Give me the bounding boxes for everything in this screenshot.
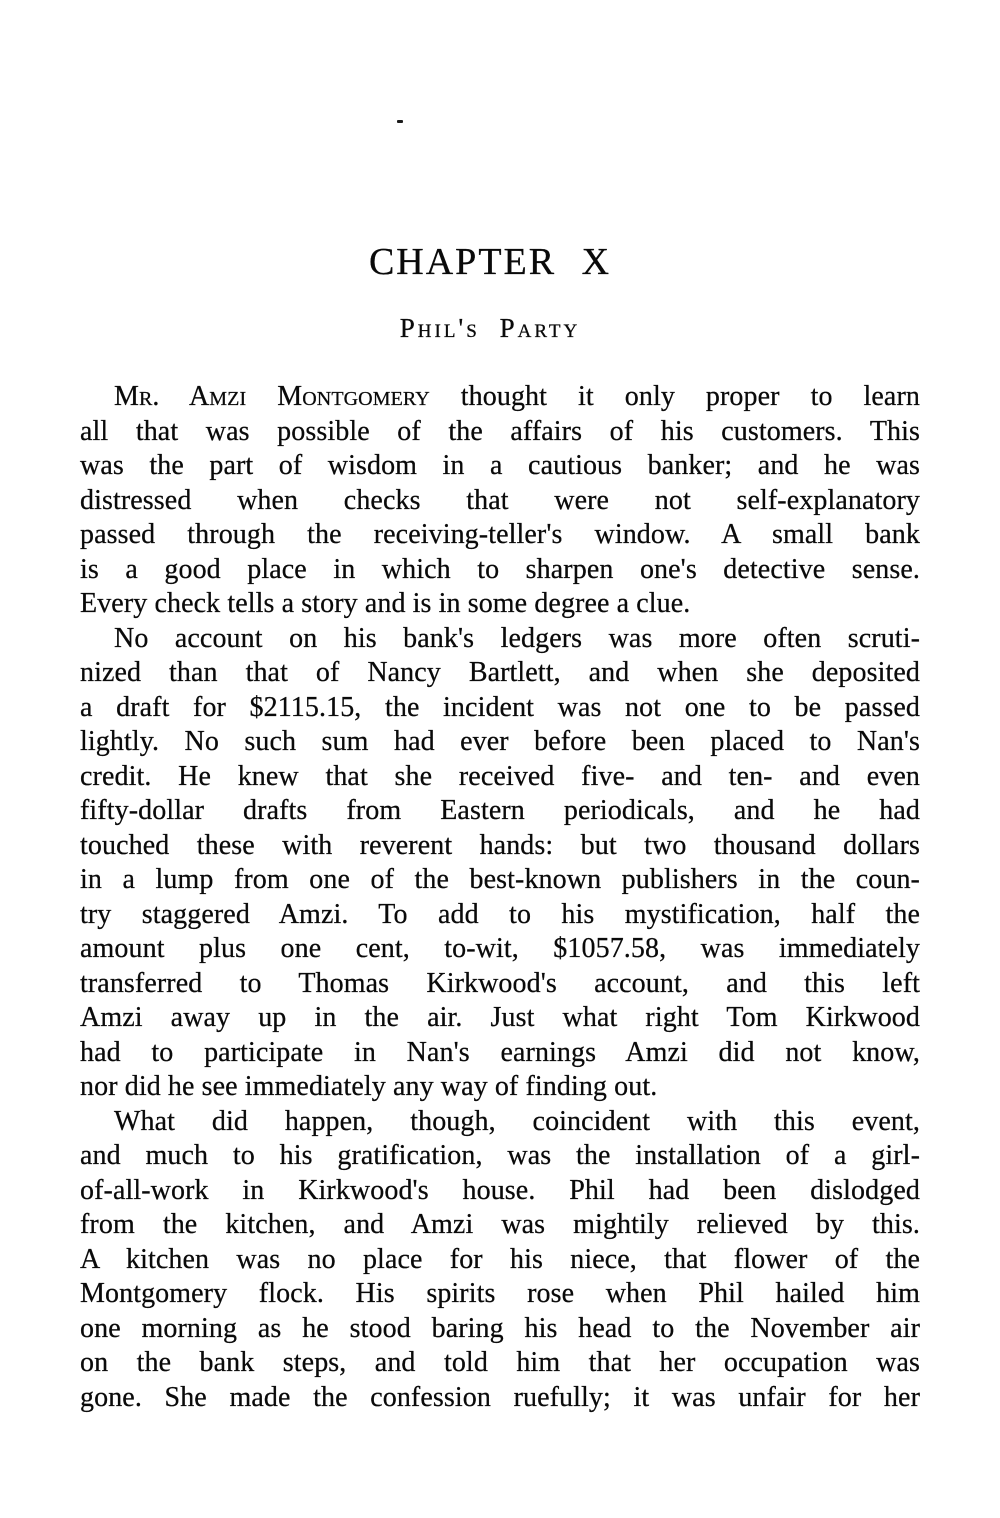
text-line: is a good place in which to sharpen one's detective sense. <box>80 553 920 585</box>
text-line: nized than that of Nancy Bartlett, and when she deposited <box>80 657 920 688</box>
paragraph <box>80 622 920 1105</box>
text-line: touched these with reverent hands: but two thousand dollars <box>80 829 920 861</box>
text-line: Mr. Amzi Montgomery thought it only proper to learn <box>114 381 920 412</box>
text-line: one morning as he stood baring his head to the November air <box>80 1312 920 1344</box>
chapter-heading: CHAPTER X <box>368 241 612 283</box>
text-line: on the bank steps, and told him that her occupation was <box>80 1347 920 1378</box>
text-line: from the kitchen, and Amzi was mightily relieved by this. <box>80 1209 920 1240</box>
text-line: gone. She made the confession ruefully; it was unfair for her <box>80 1381 920 1413</box>
scan-speck <box>397 120 403 123</box>
body-text <box>80 380 920 1415</box>
text-line: of-all-work in Kirkwood's house. Phil had been dislodged <box>80 1174 920 1206</box>
text-line: was the part of wisdom in a cautious banker; and he was <box>80 450 920 481</box>
text-line: A kitchen was no place for his niece, that flower of the <box>80 1243 920 1275</box>
text-line: and much to his gratification, was the installation of a girl- <box>80 1140 920 1171</box>
text-line: had to participate in Nan's earnings Amzi did not know, <box>80 1036 920 1068</box>
text-line: passed through the receiving-teller's window. A small bank <box>80 519 920 550</box>
text-line: credit. He knew that she received five- and ten- and even <box>80 760 920 792</box>
section-heading: Phil's Party <box>399 313 581 343</box>
text-line: a draft for $2115.15, the incident was not one to be passed <box>80 691 920 723</box>
text-line: No account on his bank's ledgers was more often scruti- <box>114 622 920 654</box>
text-line: all that was possible of the affairs of his customers. This <box>80 415 920 447</box>
text-line: nor did he see immediately any way of finding out. <box>80 1071 658 1102</box>
text-line: distressed when checks that were not self-explanatory <box>80 484 920 516</box>
text-line: fifty-dollar drafts from Eastern periodicals, and he had <box>80 795 920 826</box>
text-line: Montgomery flock. His spirits rose when Phil hailed him <box>80 1278 920 1309</box>
text-line: What did happen, though, coincident with this event, <box>114 1105 920 1137</box>
text-line: amount plus one cent, to-wit, $1057.58, was immediately <box>80 933 920 964</box>
paragraph <box>80 1105 920 1416</box>
text-line: transferred to Thomas Kirkwood's account, and this left <box>80 967 920 999</box>
text-line: in a lump from one of the best-known publishers in the coun- <box>80 864 920 895</box>
paragraph <box>80 380 920 622</box>
text-line: Amzi away up in the air. Just what right Tom Kirkwood <box>80 1002 920 1033</box>
text-line: lightly. No such sum had ever before been placed to Nan's <box>80 726 920 757</box>
text-line: try staggered Amzi. To add to his mystification, half the <box>80 898 920 930</box>
lead-smallcaps: Mr. Amzi Montgomery <box>114 381 430 412</box>
text-line: Every check tells a story and is in some degree a clue. <box>80 588 691 619</box>
